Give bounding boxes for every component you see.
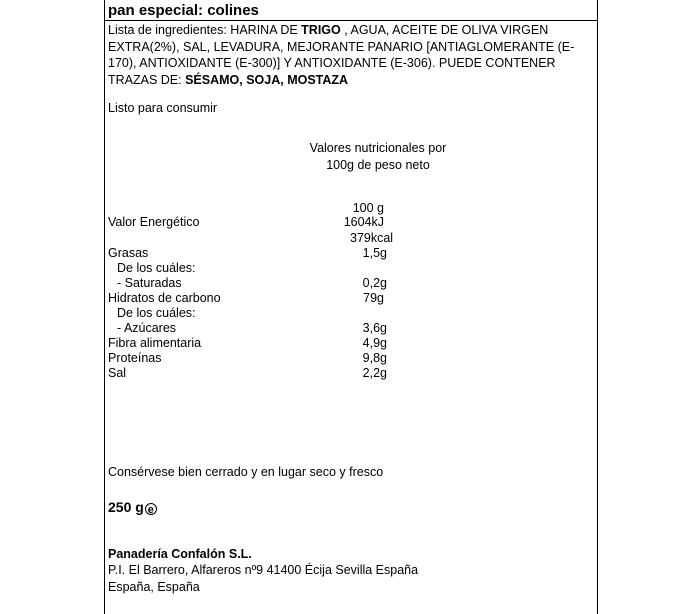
- storage-note: Consérvese bien cerrado y en lugar seco y fresco: [108, 465, 384, 479]
- sal-value: 2,2g: [362, 366, 387, 380]
- ingredients-part: Lista de ingredientes: HARINA DE: [108, 23, 302, 37]
- net-weight-value: 250 g: [108, 499, 144, 515]
- nutrition-column-header: 100 g: [352, 201, 384, 215]
- nutrition-header-line1: Valores nutricionales por: [309, 141, 447, 155]
- title-divider: [104, 20, 597, 21]
- ingredients-list: [108, 22, 592, 88]
- ready-note: Listo para consumir: [108, 101, 218, 115]
- grasas-value: 1,5g: [362, 246, 387, 260]
- saturadas-value: 0,2g: [362, 276, 387, 290]
- sal-label: Sal: [108, 366, 127, 380]
- hidratos-label: Hidratos de carbono: [108, 291, 221, 305]
- energy-kj-value: 1604kJ: [343, 215, 384, 229]
- fibra-label: Fibra alimentaria: [108, 336, 202, 350]
- estimated-sign-icon: e: [145, 503, 157, 515]
- proteinas-value: 9,8g: [362, 351, 387, 365]
- product-title: pan especial: colines: [108, 2, 259, 19]
- azucares-value: 3,6g: [362, 321, 387, 335]
- nutrition-header-line2: 100g de peso neto: [326, 158, 430, 172]
- manufacturer-address: P.I. El Barrero, Alfareros nº9 41400 Écija Sevilla España: [108, 563, 419, 577]
- fibra-value: 4,9g: [362, 336, 387, 350]
- energy-kcal-value: 379kcal: [350, 231, 394, 245]
- proteinas-label: Proteínas: [108, 351, 162, 365]
- manufacturer-name: Panadería Confalón S.L.: [108, 547, 252, 561]
- hidratos-value: 79g: [363, 291, 384, 305]
- allergen-trigo: TRIGO: [301, 23, 341, 37]
- saturadas-label: - Saturadas: [117, 276, 182, 290]
- net-weight: [108, 499, 157, 516]
- hidratos-sub-label: De los cuáles:: [117, 306, 196, 320]
- allergen-traces: SÉSAMO, SOJA, MOSTAZA: [185, 72, 349, 87]
- grasas-label: Grasas: [108, 246, 149, 260]
- energy-label: Valor Energético: [108, 215, 200, 229]
- ingredients-part: , AGUA, ACEITE DE OLIVA VIRGEN EXTRA(2%), SAL, LEVADURA, MEJORANTE PANARIO [ANTIAGLOMERANTE (E-170), ANTIOXIDANTE (E-300)] Y ANTIOXIDANTE (E-306). PUEDE CONTENER TRAZAS DE:: [108, 23, 575, 87]
- manufacturer-country: España, España: [108, 580, 200, 594]
- azucares-label: - Azúcares: [117, 321, 177, 335]
- grasas-sub-label: De los cuáles:: [117, 261, 196, 275]
